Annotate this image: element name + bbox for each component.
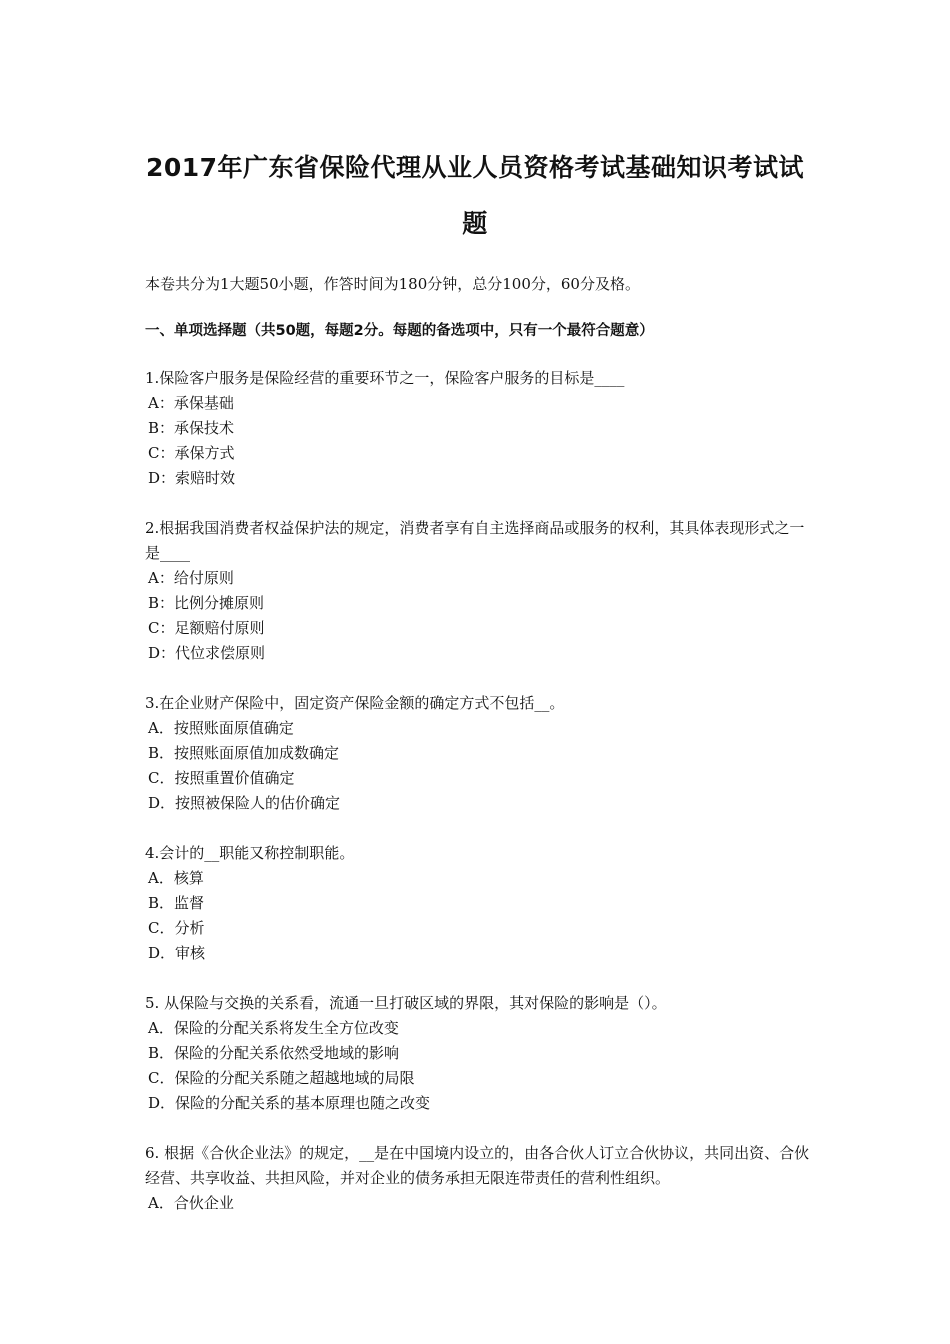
option-d: D．审核 (148, 944, 206, 962)
document-body (145, 272, 813, 1241)
option-b: B：比例分摊原则 (148, 594, 265, 612)
option-b: B．按照账面原值加成数确定 (148, 744, 340, 762)
question-stem: 4.会计的__职能又称控制职能。 (145, 844, 355, 862)
section-heading: 一、单项选择题（共50题，每题2分。每题的备选项中，只有一个最符合题意） (145, 323, 654, 339)
document-title: 2017年广东省保险代理从业人员资格考试基础知识考试试题 (145, 153, 805, 238)
exam-intro: 本卷共分为1大题50小题，作答时间为180分钟，总分100分，60分及格。 (145, 275, 640, 293)
question-5 (145, 991, 813, 1116)
option-a: A．保险的分配关系将发生全方位改变 (148, 1019, 399, 1037)
option-c: C．保险的分配关系随之超越地域的局限 (148, 1069, 415, 1087)
question-stem: 1.保险客户服务是保险经营的重要环节之一，保险客户服务的目标是____ (145, 369, 625, 387)
option-c: C．分析 (148, 919, 205, 937)
question-3 (145, 691, 813, 816)
option-a: A．合伙企业 (148, 1194, 234, 1212)
option-a: A．按照账面原值确定 (148, 719, 294, 737)
option-a: A：给付原则 (148, 569, 234, 587)
option-d: D．按照被保险人的估价确定 (148, 794, 341, 812)
option-c: C：承保方式 (148, 444, 235, 462)
question-stem: 3.在企业财产保险中，固定资产保险金额的确定方式不包括__。 (145, 694, 565, 712)
option-c: C：足额赔付原则 (148, 619, 265, 637)
option-a: A：承保基础 (148, 394, 234, 412)
option-list (145, 716, 813, 816)
option-list (145, 866, 813, 966)
question-stem: 6. 根据《合伙企业法》的规定，__是在中国境内设立的，由各合伙人订立合伙协议，共同出资、合伙经营、共享收益、共担风险，并对企业的债务承担无限连带责任的营利性组织。 (145, 1144, 810, 1187)
option-b: B．监督 (148, 894, 205, 912)
option-list (145, 1016, 813, 1116)
option-b: B．保险的分配关系依然受地域的影响 (148, 1044, 400, 1062)
option-list (145, 566, 813, 666)
question-1 (145, 366, 813, 491)
question-stem: 5. 从保险与交换的关系看，流通一旦打破区域的界限，其对保险的影响是（）。 (145, 994, 667, 1012)
option-b: B：承保技术 (148, 419, 235, 437)
question-stem: 2.根据我国消费者权益保护法的规定，消费者享有自主选择商品或服务的权利，其具体表现形式之一是____ (145, 519, 805, 562)
option-d: D：索赔时效 (148, 469, 236, 487)
question-2 (145, 516, 813, 666)
option-list (145, 391, 813, 491)
option-c: C．按照重置价值确定 (148, 769, 295, 787)
option-a: A．核算 (148, 869, 204, 887)
question-4 (145, 841, 813, 966)
question-6 (145, 1141, 813, 1216)
option-d: D：代位求偿原则 (148, 644, 266, 662)
option-d: D．保险的分配关系的基本原理也随之改变 (148, 1094, 431, 1112)
option-list (145, 1191, 813, 1216)
